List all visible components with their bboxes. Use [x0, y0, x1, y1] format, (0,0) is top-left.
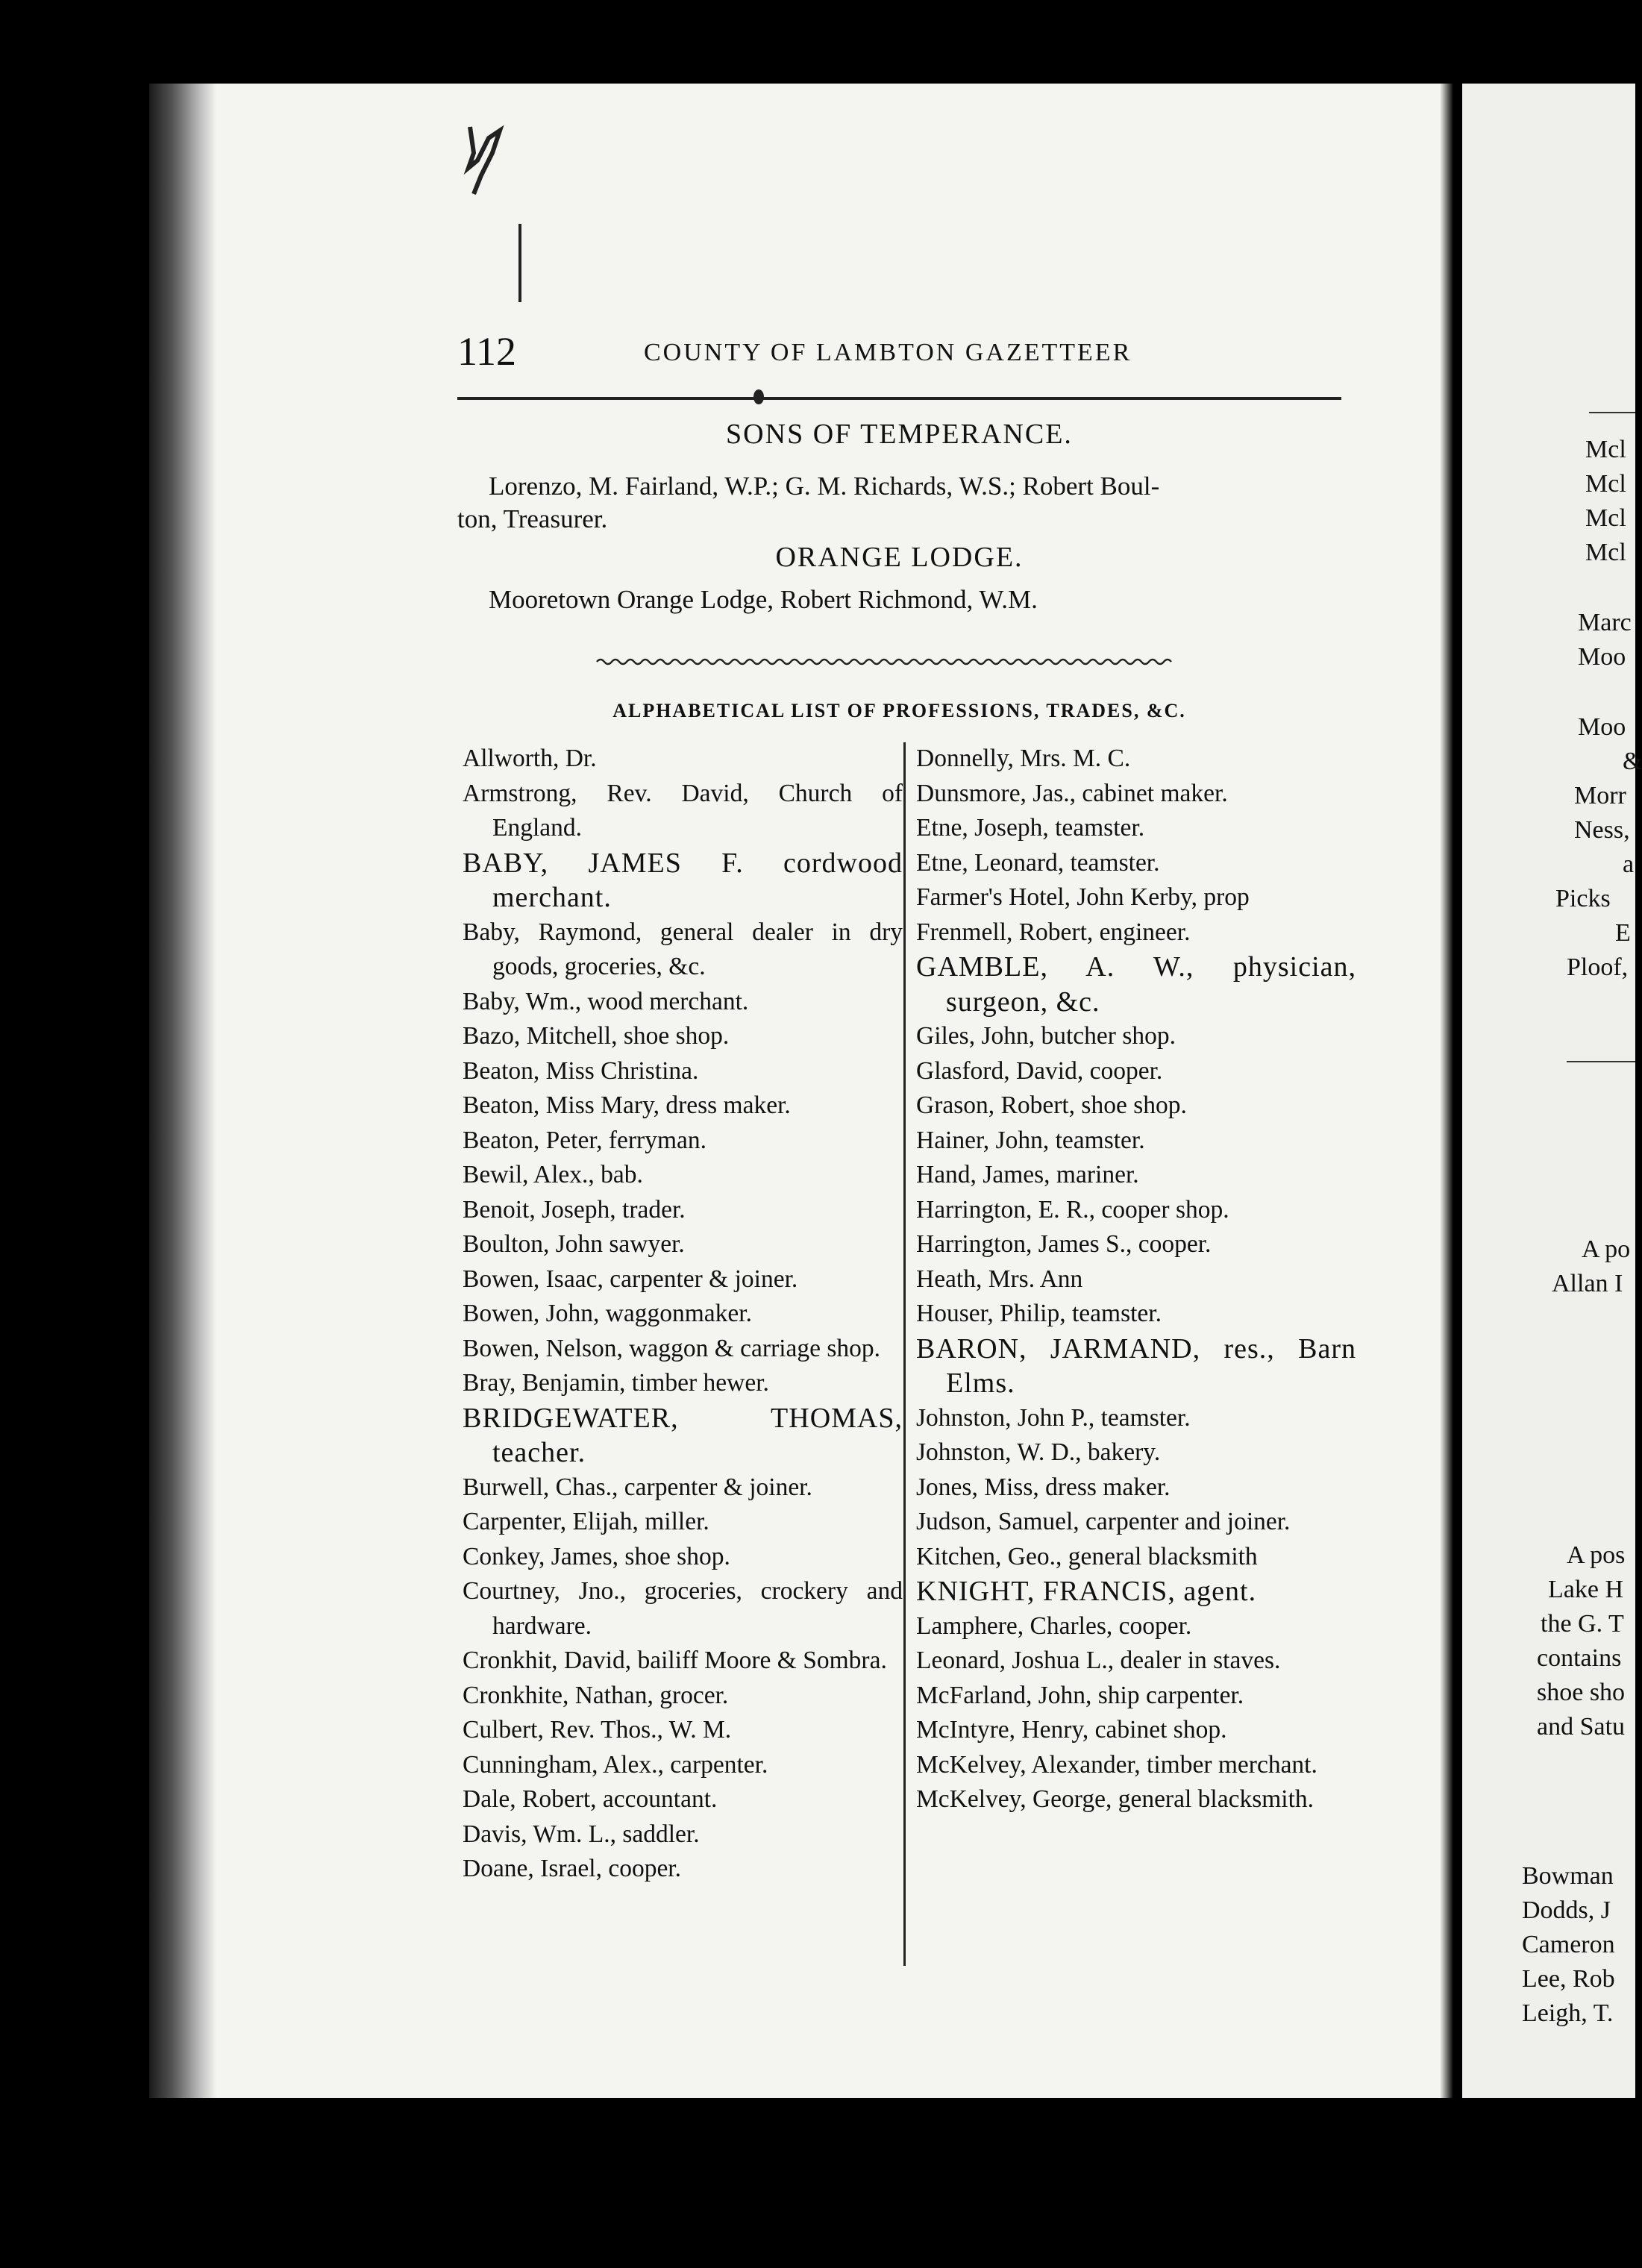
directory-entry: Culbert, Rev. Thos., W. M. — [463, 1716, 732, 1744]
paragraph-line: Lorenzo, M. Fairland, W.P.; G. M. Richards, W.S.; Robert Boul- — [489, 472, 1160, 501]
directory-entry: Donnelly, Mrs. M. C. — [916, 745, 1131, 772]
directory-entry: Doane, Israel, cooper. — [463, 1855, 681, 1882]
adjacent-fragment: Morr — [1574, 782, 1626, 809]
directory-entry: Davis, Wm. L., saddler. — [463, 1820, 700, 1848]
directory-entry: Dale, Robert, accountant. — [463, 1785, 718, 1813]
adjacent-fragment: shoe sho — [1537, 1679, 1626, 1706]
directory-entry: McIntyre, Henry, cabinet shop. — [916, 1716, 1227, 1744]
adjacent-fragment: Allan I — [1552, 1270, 1623, 1297]
directory-entry: Carpenter, Elijah, miller. — [463, 1508, 709, 1535]
section-paragraph — [457, 583, 1341, 616]
directory-entry: Beaton, Peter, ferryman. — [463, 1126, 707, 1154]
directory-entry: Grason, Robert, shoe shop. — [916, 1091, 1187, 1119]
directory-entry: Hand, James, mariner. — [916, 1161, 1139, 1188]
page-gutter-shadow — [149, 84, 216, 2098]
directory-entry: Bowen, Nelson, waggon & carriage shop. — [463, 1334, 881, 1362]
directory-entry: Baby, Wm., wood merchant. — [463, 987, 749, 1015]
paragraph-line: Mooretown Orange Lodge, Robert Richmond, W.M. — [489, 585, 1038, 614]
directory-entry: BARON, JARMAND, res., Barn Elms. — [916, 1332, 1356, 1399]
directory-entry: BRIDGEWATER, THOMAS, teacher. — [463, 1402, 903, 1468]
directory-entry: Glasford, David, cooper. — [916, 1056, 1163, 1085]
directory-entry: Benoit, Joseph, trader. — [463, 1195, 686, 1224]
section-title: SONS OF TEMPERANCE. — [726, 419, 1073, 450]
directory-entry: Cronkhit, David, bailiff Moore & Sombra. — [463, 1647, 887, 1674]
directory-entry: Courtney, Jno., groceries, crockery and hardware. — [463, 1577, 903, 1640]
adjacent-page — [1462, 84, 1642, 2098]
directory-entry: Bray, Benjamin, timber hewer. — [463, 1369, 769, 1397]
adjacent-rule — [1567, 1061, 1635, 1062]
directory-entry: Johnston, W. D., bakery. — [916, 1438, 1161, 1466]
directory-entry: McKelvey, George, general blacksmith. — [916, 1785, 1314, 1813]
adjacent-fragment: Lee, Rob — [1522, 1965, 1615, 1993]
directory-entry: Conkey, James, shoe shop. — [463, 1542, 730, 1570]
adjacent-fragment: Marc — [1578, 609, 1632, 636]
adjacent-fragment: Mcl — [1585, 539, 1626, 566]
adjacent-fragment: Leigh, T. — [1522, 1999, 1614, 2027]
adjacent-fragment: Moo — [1578, 713, 1626, 741]
adjacent-fragment: a — [1623, 850, 1635, 878]
adjacent-fragment: Bowman — [1522, 1862, 1614, 1890]
directory-entry: Beaton, Miss Christina. — [463, 1056, 699, 1085]
directory-entry: Bowen, John, waggonmaker. — [463, 1300, 752, 1327]
directory-entry: Farmer's Hotel, John Kerby, prop — [916, 883, 1250, 911]
adjacent-rule — [1589, 412, 1635, 413]
directory-entry: Hainer, John, teamster. — [916, 1126, 1145, 1154]
directory-entry: GAMBLE, A. W., physician, surgeon, &c. — [916, 951, 1356, 1018]
adjacent-fragment: & — [1623, 748, 1642, 775]
adjacent-fragment: Cameron — [1522, 1931, 1615, 1958]
directory-entry: Baby, Raymond, general dealer in dry goods, groceries, &c. — [463, 918, 903, 980]
page-number: 112 — [457, 329, 516, 374]
adjacent-fragment: Moo — [1578, 643, 1626, 671]
running-title: COUNTY OF LAMBTON GAZETTEER — [644, 339, 1132, 366]
paragraph-line: ton, Treasurer. — [457, 504, 608, 533]
directory-entry: Harrington, E. R., cooper shop. — [916, 1195, 1229, 1224]
adjacent-fragment: Mcl — [1585, 436, 1626, 463]
list-title: ALPHABETICAL LIST OF PROFESSIONS, TRADES, &C. — [612, 700, 1186, 721]
directory-entry: Cunningham, Alex., carpenter. — [463, 1750, 768, 1779]
directory-entry: Bazo, Mitchell, shoe shop. — [463, 1022, 730, 1050]
directory-entry: Cronkhite, Nathan, grocer. — [463, 1681, 729, 1709]
directory-entry: Leonard, Joshua L., dealer in staves. — [916, 1647, 1281, 1674]
adjacent-fragment: the G. T — [1541, 1610, 1624, 1638]
adjacent-fragment: Mcl — [1585, 470, 1626, 498]
adjacent-fragment: Picks — [1555, 885, 1611, 912]
adjacent-fragment: Mcl — [1585, 504, 1626, 532]
directory-entry: McKelvey, Alexander, timber merchant. — [916, 1750, 1317, 1779]
scan-border — [0, 2098, 1635, 2268]
directory-entry: Johnston, John P., teamster. — [916, 1403, 1191, 1432]
adjacent-fragment: Ploof, — [1567, 953, 1629, 981]
column-divider — [903, 742, 906, 1966]
page-header — [457, 328, 1345, 373]
directory-entry: Dunsmore, Jas., cabinet maker. — [916, 779, 1228, 807]
adjacent-fragment: Ness, — [1574, 816, 1630, 844]
adjacent-fragment: Dodds, J — [1522, 1896, 1611, 1924]
adjacent-fragment: E — [1615, 919, 1631, 947]
directory-entry: Bowen, Isaac, carpenter & joiner. — [463, 1265, 798, 1293]
pencil-stroke — [518, 224, 521, 302]
directory-entry: McFarland, John, ship carpenter. — [916, 1681, 1244, 1709]
directory-entry: Allworth, Dr. — [463, 745, 597, 772]
directory-entry: Harrington, James S., cooper. — [916, 1230, 1212, 1258]
directory-entry: Armstrong, Rev. David, Church of England. — [463, 779, 903, 842]
directory-entry: Kitchen, Geo., general blacksmith — [916, 1542, 1258, 1570]
directory-entry: Lamphere, Charles, cooper. — [916, 1611, 1192, 1640]
rule-ornament — [753, 389, 764, 404]
right-column — [916, 742, 1356, 1817]
directory-entry: Boulton, John sawyer. — [463, 1230, 685, 1258]
directory-entry: Judson, Samuel, carpenter and joiner. — [916, 1508, 1291, 1535]
directory-entry: Heath, Mrs. Ann — [916, 1265, 1083, 1293]
directory-entry: Frenmell, Robert, engineer. — [916, 918, 1191, 946]
ornamental-divider — [597, 657, 1171, 667]
directory-entry: Houser, Philip, teamster. — [916, 1300, 1162, 1327]
left-column — [463, 742, 903, 1887]
directory-entry: Jones, Miss, dress maker. — [916, 1473, 1171, 1501]
adjacent-fragment: A pos — [1567, 1541, 1626, 1569]
directory-entry: Bewil, Alex., bab. — [463, 1161, 643, 1188]
directory-entry: Beaton, Miss Mary, dress maker. — [463, 1091, 791, 1119]
adjacent-fragment: and Satu — [1537, 1713, 1626, 1741]
directory-entry: Etne, Joseph, teamster. — [916, 814, 1145, 842]
section-paragraph — [457, 470, 1341, 536]
book-spine — [1440, 84, 1462, 2098]
directory-entry: Etne, Leonard, teamster. — [916, 848, 1160, 877]
adjacent-fragment: contains — [1537, 1644, 1622, 1672]
directory-entry: BABY, JAMES F. cordwood merchant. — [463, 847, 903, 913]
ink-mark — [463, 123, 507, 198]
directory-entry: Burwell, Chas., carpenter & joiner. — [463, 1473, 812, 1501]
adjacent-fragment: Lake H — [1548, 1576, 1624, 1603]
directory-entry: Giles, John, butcher shop. — [916, 1022, 1176, 1050]
header-rule — [457, 397, 1341, 400]
adjacent-fragment: A po — [1582, 1235, 1631, 1263]
directory-entry: KNIGHT, FRANCIS, agent. — [916, 1576, 1257, 1607]
section-title: ORANGE LODGE. — [775, 542, 1024, 573]
